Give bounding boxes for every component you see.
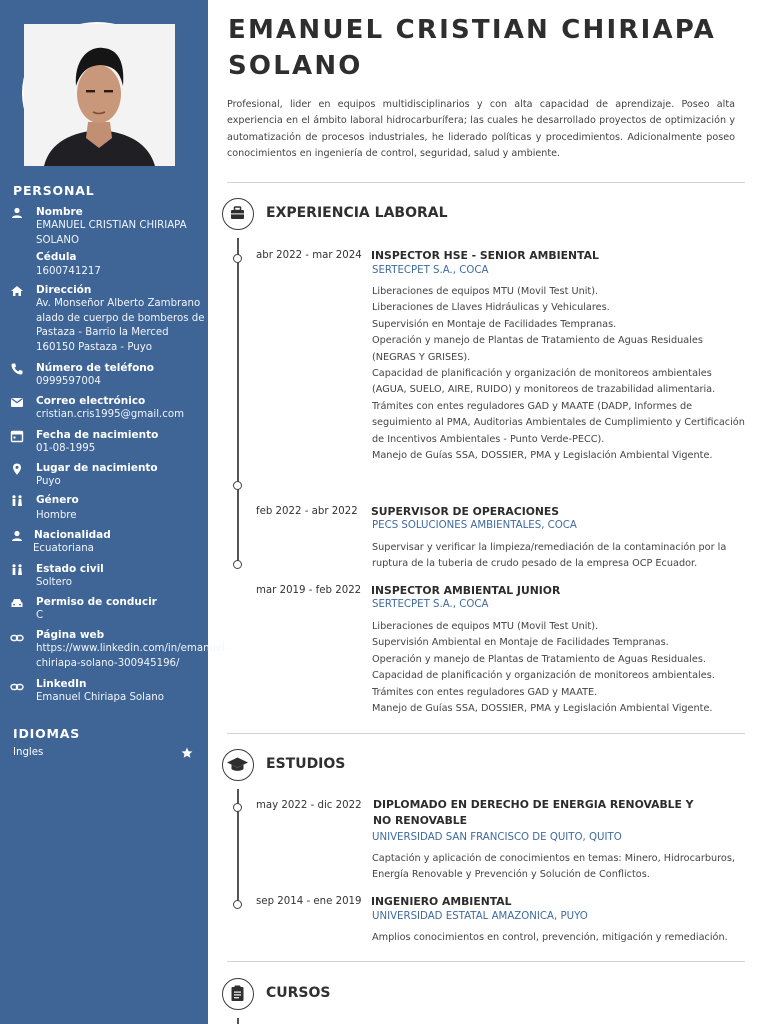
personal-value: Ecuatoriana — [33, 543, 94, 554]
personal-label: Nacionalidad — [34, 529, 111, 541]
description-line: Supervisar y verificar la limpieza/remediación de la contaminación por la — [372, 542, 727, 553]
description-line: Energía Renovable y Prevención y Solución de Conflictos. — [372, 869, 650, 881]
description-line: Supervisión en Montaje de Facilidades Tempranas. — [372, 318, 617, 330]
person-icon — [10, 529, 24, 543]
description-line: Liberaciones de equipos MTU (Movil Test Unit). — [372, 286, 599, 297]
website-link[interactable]: https://www.linkedin.com/in/emanuel- — [36, 643, 229, 654]
description-line: Capacidad de planificación y organización de monitoreos ambientales. — [372, 670, 715, 682]
timeline-dot — [233, 560, 242, 569]
description-line: Trámites con entes reguladores GAD y MAATE. — [372, 686, 598, 698]
timeline-dot — [233, 254, 242, 263]
car-icon — [10, 596, 24, 610]
description-line: Capacidad de planificación y organización de monitoreos ambientales — [372, 368, 712, 380]
personal-value: Pastaza - Barrio la Merced — [36, 327, 169, 338]
personal-label: Número de teléfono — [36, 362, 154, 374]
description-line: Captación y aplicación de conocimientos en temas: Minero, Hidrocarburos, — [372, 853, 735, 864]
study-date: sep 2014 - ene 2019 — [256, 896, 362, 907]
link-icon — [10, 631, 24, 645]
experience-date: feb 2022 - abr 2022 — [256, 506, 358, 517]
calendar-icon — [10, 429, 24, 443]
description-line: Liberaciones de Llaves Hidráulicas y Vehiculares. — [372, 302, 610, 314]
personal-value: 0999597004 — [36, 376, 101, 387]
website-link[interactable]: chiriapa-solano-300945196/ — [36, 658, 180, 669]
clipboard-icon — [222, 978, 254, 1010]
description-line: (AGUA, SUELO, AIRE, RUIDO) y monitoreos de trazabilidad alimentaria. — [372, 384, 716, 396]
experience-date: mar 2019 - feb 2022 — [256, 585, 362, 596]
personal-label: Página web — [36, 629, 105, 641]
divider — [227, 961, 745, 962]
personal-label: Género — [36, 494, 79, 506]
personal-value: 1600741217 — [36, 266, 101, 277]
description-line: Liberaciones de equipos MTU (Movil Test Unit). — [372, 621, 599, 632]
home-icon — [10, 284, 24, 298]
studies-section-title: ESTUDIOS — [266, 756, 346, 772]
profile-photo — [22, 22, 173, 164]
full-name-line-2: SOLANO — [228, 51, 363, 81]
study-description — [372, 930, 744, 946]
full-name-line-1: EMANUEL CRISTIAN CHIRIAPA — [228, 15, 716, 45]
study-institution: UNIVERSIDAD ESTATAL AMAZONICA, PUYO — [372, 911, 588, 922]
study-date: may 2022 - dic 2022 — [256, 800, 362, 811]
profile-summary: Profesional, lider en equipos multidisciplinarios y con alta capacidad de aprendizaje. Poseo alta experiencia en el ámbito laboral hidrocarburífera; las cuales he desarrollado proyectos de optimización y automatización de procesos industriales, he liderado políticas y procedimientos. Adicionalmente poseo conocimientos en ingeniería de control, seguridad, salud y ambiente. — [227, 99, 735, 159]
star-icon — [181, 747, 193, 759]
personal-label: Permiso de conducir — [36, 596, 157, 608]
description-line: Operación y manejo de Plantas de Tratamiento de Aguas Residuales — [372, 335, 703, 347]
gender-icon — [10, 494, 24, 508]
personal-value: SOLANO — [36, 234, 80, 246]
divider — [227, 182, 745, 183]
timeline-line — [237, 1018, 239, 1024]
experience-company: PECS SOLUCIONES AMBIENTALES, COCA — [372, 520, 577, 531]
timeline-line — [237, 238, 239, 566]
personal-value: 01-08-1995 — [36, 443, 96, 454]
personal-label: Correo electrónico — [36, 395, 146, 407]
experience-description — [372, 540, 744, 573]
personal-value: Puyo — [36, 476, 61, 487]
description-line: Amplios conocimientos en control, prevención, mitigación y remediación. — [372, 932, 728, 943]
linkedin-link[interactable]: Emanuel Chiriapa Solano — [36, 692, 164, 703]
experience-title: INSPECTOR AMBIENTAL JUNIOR — [371, 584, 561, 597]
study-description — [372, 851, 744, 884]
personal-value: Av. Monseñor Alberto Zambrano — [36, 298, 201, 309]
description-line: Trámites con entes reguladores GAD y MAATE (DADP, Informes de — [372, 400, 693, 412]
link-icon — [10, 680, 24, 694]
divider — [227, 733, 745, 734]
description-line: Manejo de Guías SSA, DOSSIER, PMA y Legislación Ambiental Vigente. — [372, 450, 713, 462]
person-icon — [10, 206, 24, 220]
experience-description — [372, 284, 744, 464]
personal-value: C — [36, 610, 44, 621]
courses-section-title: CURSOS — [266, 985, 331, 1001]
experience-company: SERTECPET S.A., COCA — [372, 599, 489, 610]
language-item — [13, 747, 193, 758]
description-line: Manejo de Guías SSA, DOSSIER, PMA y Legislación Ambiental Vigente. — [372, 703, 713, 715]
personal-section-title: PERSONAL — [13, 183, 95, 198]
timeline-dot — [233, 900, 242, 909]
description-line: Operación y manejo de Plantas de Tratamiento de Aguas Residuales. — [372, 653, 706, 665]
study-title: INGENIERO AMBIENTAL — [371, 895, 512, 908]
description-line: (NEGRAS Y GRISES). — [372, 351, 471, 363]
experience-date: abr 2022 - mar 2024 — [256, 250, 362, 261]
personal-value: alado de cuerpo de bomberos de — [36, 312, 205, 324]
languages-section-title: IDIOMAS — [13, 726, 81, 741]
study-title: DIPLOMADO EN DERECHO DE ENERGIA RENOVABLE Y NO RENOVABLE — [373, 798, 694, 827]
experience-title: INSPECTOR HSE - SENIOR AMBIENTAL — [371, 249, 599, 262]
personal-label: Fecha de nacimiento — [36, 429, 159, 441]
personal-value: EMANUEL CRISTIAN CHIRIAPA — [36, 220, 187, 231]
experience-description — [372, 619, 744, 717]
experience-title: SUPERVISOR DE OPERACIONES — [371, 505, 560, 518]
experience-section-title: EXPERIENCIA LABORAL — [266, 205, 448, 221]
study-institution: UNIVERSIDAD SAN FRANCISCO DE QUITO, QUITO — [372, 832, 622, 843]
location-pin-icon — [10, 462, 24, 476]
sidebar — [0, 0, 229, 1024]
graduation-cap-icon — [222, 749, 254, 781]
personal-label: Cédula — [36, 251, 77, 263]
personal-label: Nombre — [36, 206, 83, 218]
language-name: Ingles — [13, 747, 44, 758]
description-line: de Incentivos Ambientales - Punto Verde-PECC). — [372, 433, 605, 445]
mail-icon — [10, 395, 24, 409]
personal-label: Estado civil — [36, 563, 104, 575]
description-line: Supervisión Ambiental en Montaje de Facilidades Tempranas. — [372, 637, 669, 649]
personal-label: Dirección — [36, 284, 92, 296]
personal-value: Hombre — [36, 510, 77, 521]
experience-company: SERTECPET S.A., COCA — [372, 265, 489, 276]
timeline-dot — [233, 803, 242, 812]
description-line: seguimiento al PMA, Auditorias Ambientales de Cumplimiento y Certificación — [372, 417, 745, 429]
phone-icon — [10, 362, 24, 376]
people-icon — [10, 563, 24, 577]
main-content — [208, 0, 768, 1024]
personal-label: Lugar de nacimiento — [36, 462, 158, 474]
personal-value: Soltero — [36, 577, 72, 588]
personal-value: cristian.cris1995@gmail.com — [36, 409, 185, 420]
personal-value: 160150 Pastaza - Puyo — [36, 341, 153, 353]
timeline-dot — [233, 481, 242, 490]
description-line: ruptura de la tuberia de crudo pesado de la empresa OCP Ecuador. — [372, 558, 698, 570]
briefcase-icon — [222, 198, 254, 230]
personal-label: LinkedIn — [36, 678, 87, 690]
